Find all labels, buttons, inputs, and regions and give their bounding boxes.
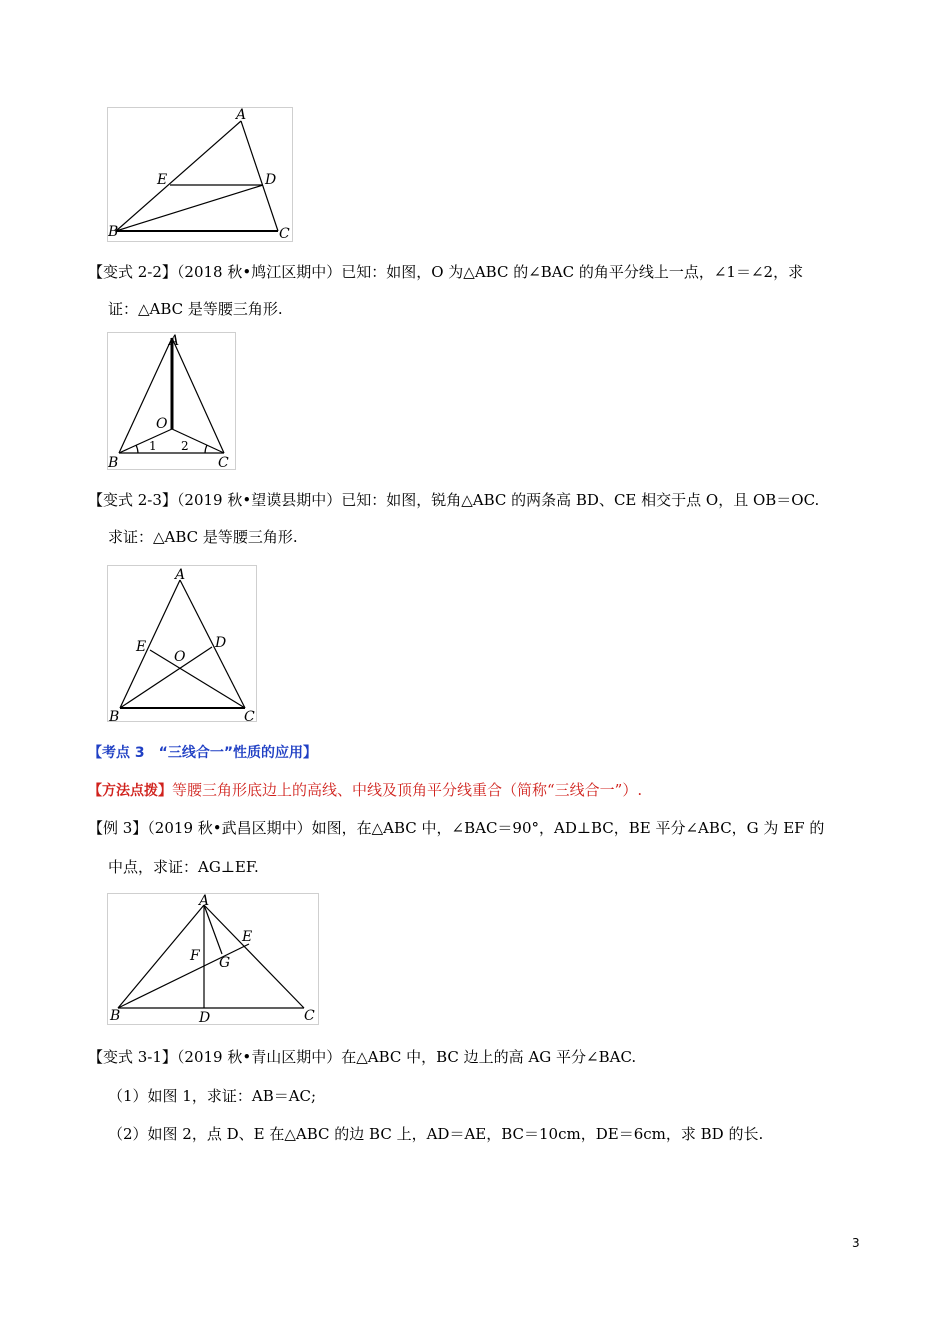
fig2-label-c: C	[218, 455, 229, 469]
fig4-label-b: B	[110, 1008, 121, 1024]
figure-2-svg	[108, 333, 235, 469]
fig2-label-o: O	[156, 416, 168, 432]
figure-4-svg	[108, 894, 318, 1024]
fig1-label-e: E	[157, 172, 168, 188]
figure-3-svg	[108, 566, 256, 721]
variant-2-3-line-1: 【变式 2-3】（2019 秋•望谟县期中）已知：如图，锐角△ABC 的两条高 BD、CE 相交于点 O，且 OB＝OC.	[88, 491, 820, 509]
variant-2-3-line-2: 求证：△ABC 是等腰三角形.	[108, 528, 298, 546]
figure-triangle-abc-ed	[107, 107, 293, 242]
example-3-line-2: 中点，求证：AG⊥EF.	[108, 858, 259, 876]
fig3-label-a: A	[175, 567, 186, 583]
fig2-angle-1: 1	[149, 439, 157, 453]
fig3-label-c: C	[244, 709, 255, 721]
fig3-label-o: O	[174, 649, 186, 665]
figure-triangle-abc-heights	[107, 565, 257, 722]
method-tip	[88, 780, 642, 801]
fig3-label-b: B	[109, 709, 120, 721]
fig4-label-e: E	[242, 929, 253, 945]
variant-3-1-line-3: （2）如图 2，点 D、E 在△ABC 的边 BC 上，AD＝AE，BC＝10cm，DE＝6cm，求 BD 的长.	[108, 1125, 764, 1143]
section-title-kaodian-3: 【考点 3 “三线合一”性质的应用】	[88, 745, 318, 761]
figure-right-triangle-abc	[107, 893, 319, 1025]
fig1-label-a: A	[236, 108, 247, 123]
fig3-label-d: D	[215, 635, 227, 651]
fig4-label-a: A	[199, 894, 210, 909]
variant-2-2-line-1: 【变式 2-2】（2018 秋•鸠江区期中）已知：如图，O 为△ABC 的∠BAC 的角平分线上一点，∠1＝∠2，求	[88, 263, 804, 281]
variant-3-1-line-1: 【变式 3-1】（2019 秋•青山区期中）在△ABC 中，BC 边上的高 AG 平分∠BAC.	[88, 1048, 637, 1066]
fig1-label-c: C	[279, 226, 290, 241]
variant-2-2-line-2: 证：△ABC 是等腰三角形.	[108, 300, 283, 318]
example-3-line-1: 【例 3】（2019 秋•武昌区期中）如图，在△ABC 中，∠BAC＝90°，AD⊥BC，BE 平分∠ABC，G 为 EF 的	[88, 819, 825, 837]
variant-3-1-line-2: （1）如图 1，求证：AB＝AC;	[108, 1087, 317, 1105]
fig2-label-a: A	[169, 333, 180, 349]
fig4-label-c: C	[304, 1008, 315, 1024]
fig1-label-b: B	[108, 224, 119, 240]
page-number: 3	[852, 1236, 860, 1250]
fig4-label-d: D	[199, 1010, 211, 1024]
figure-1-svg	[108, 108, 292, 241]
method-tip-text: 等腰三角形底边上的高线、中线及顶角平分线重合（简称“三线合一”）.	[172, 781, 643, 799]
method-tip-label: 【方法点拨】	[88, 783, 172, 799]
fig2-label-b: B	[108, 455, 119, 469]
fig1-label-d: D	[265, 172, 277, 188]
fig4-label-f: F	[190, 948, 200, 964]
fig2-angle-2: 2	[181, 439, 189, 453]
figure-triangle-abc-o	[107, 332, 236, 470]
fig3-label-e: E	[136, 639, 147, 655]
fig4-label-g: G	[219, 955, 231, 971]
